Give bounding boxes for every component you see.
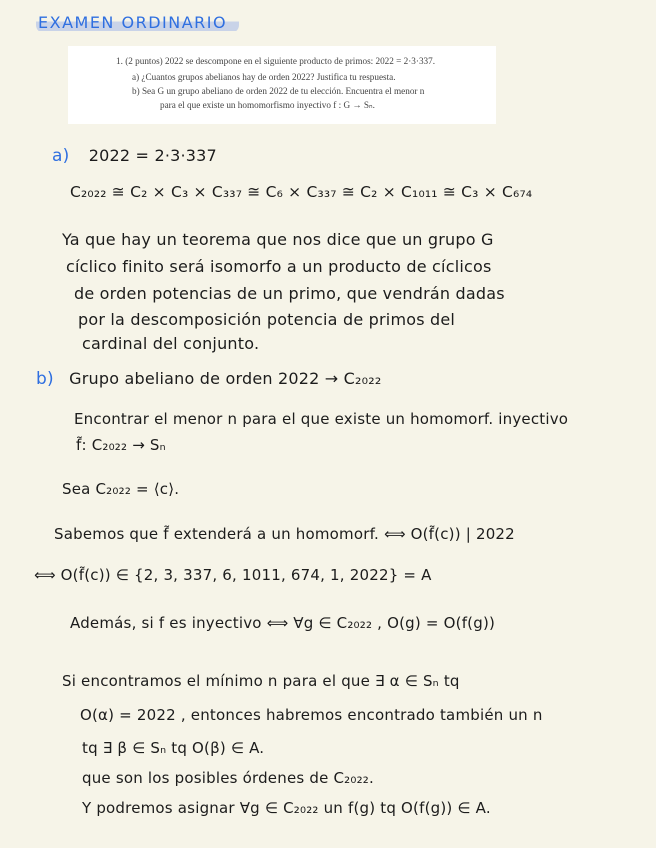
- problem-part-b-line2: para el que existe un homomorfismo inyectivo f : G → Sₙ.: [160, 100, 375, 110]
- part-b-line-8: O(α) = 2022 , entonces habremos encontrado también un n: [80, 706, 543, 724]
- page-title: EXAMEN ORDINARIO: [36, 12, 239, 33]
- part-b-line-6: Además, si f es inyectivo ⟺ ∀g ∈ C₂₀₂₂ , O(g) = O(f(g)): [70, 614, 496, 632]
- problem-statement: [68, 46, 496, 124]
- problem-header: 1. (2 puntos) 2022 se descompone en el siguiente producto de primos: 2022 = 2·3·337.: [116, 56, 436, 66]
- justification-line-4: por la descomposición potencia de primos del: [78, 310, 456, 329]
- part-b-line-11: Y podremos asignar ∀g ∈ C₂₀₂₂ un f(g) tq O(f(g)) ∈ A.: [82, 799, 491, 817]
- part-b-line-9: tq ∃ β ∈ Sₙ tq O(β) ∈ A.: [82, 739, 265, 757]
- problem-part-b-line1: b) Sea G un grupo abeliano de orden 2022 de tu elección. Encuentra el menor n: [132, 86, 425, 96]
- part-b-line-7: Si encontramos el mínimo n para el que ∃ α ∈ Sₙ tq: [62, 672, 460, 690]
- part-b-line-1: Encontrar el menor n para el que existe un homomorf. inyectivo: [74, 410, 569, 428]
- part-b-line-4: Sabemos que f̃ extenderá a un homomorf. ⟺ O(f̃(c)) | 2022: [54, 525, 515, 543]
- part-b-line-10: que son los posibles órdenes de C₂₀₂₂.: [82, 769, 374, 787]
- part-b-label: b): [36, 369, 54, 389]
- part-a-label: a): [52, 146, 70, 166]
- problem-part-b: [130, 84, 486, 112]
- isomorphism-chain: C₂₀₂₂ ≅ C₂ × C₃ × C₃₃₇ ≅ C₆ × C₃₃₇ ≅ C₂ × C₁₀₁₁ ≅ C₃ × C₆₇₄: [70, 183, 533, 201]
- problem-part-a: a) ¿Cuantos grupos abelianos hay de orden 2022? Justifica tu respuesta.: [132, 72, 396, 82]
- part-a-row: [52, 146, 217, 166]
- part-b-line-2: f̃: C₂₀₂₂ → Sₙ: [76, 436, 166, 454]
- justification-line-1: Ya que hay un teorema que nos dice que un grupo G: [62, 230, 494, 249]
- part-b-line-3: Sea C₂₀₂₂ = ⟨c⟩.: [62, 480, 180, 498]
- factorization: 2022 = 2·3·337: [88, 146, 217, 165]
- part-b-row: [36, 369, 382, 389]
- justification-line-2: cíclico finito será isomorfo a un producto de cíclicos: [66, 257, 492, 276]
- part-b-line-5: ⟺ O(f̃(c)) ∈ {2, 3, 337, 6, 1011, 674, 1, 2022} = A: [34, 566, 432, 584]
- justification-line-5: cardinal del conjunto.: [82, 334, 260, 353]
- part-b-line-0: Grupo abeliano de orden 2022 → C₂₀₂₂: [69, 369, 382, 388]
- justification-line-3: de orden potencias de un primo, que vendrán dadas: [74, 284, 505, 303]
